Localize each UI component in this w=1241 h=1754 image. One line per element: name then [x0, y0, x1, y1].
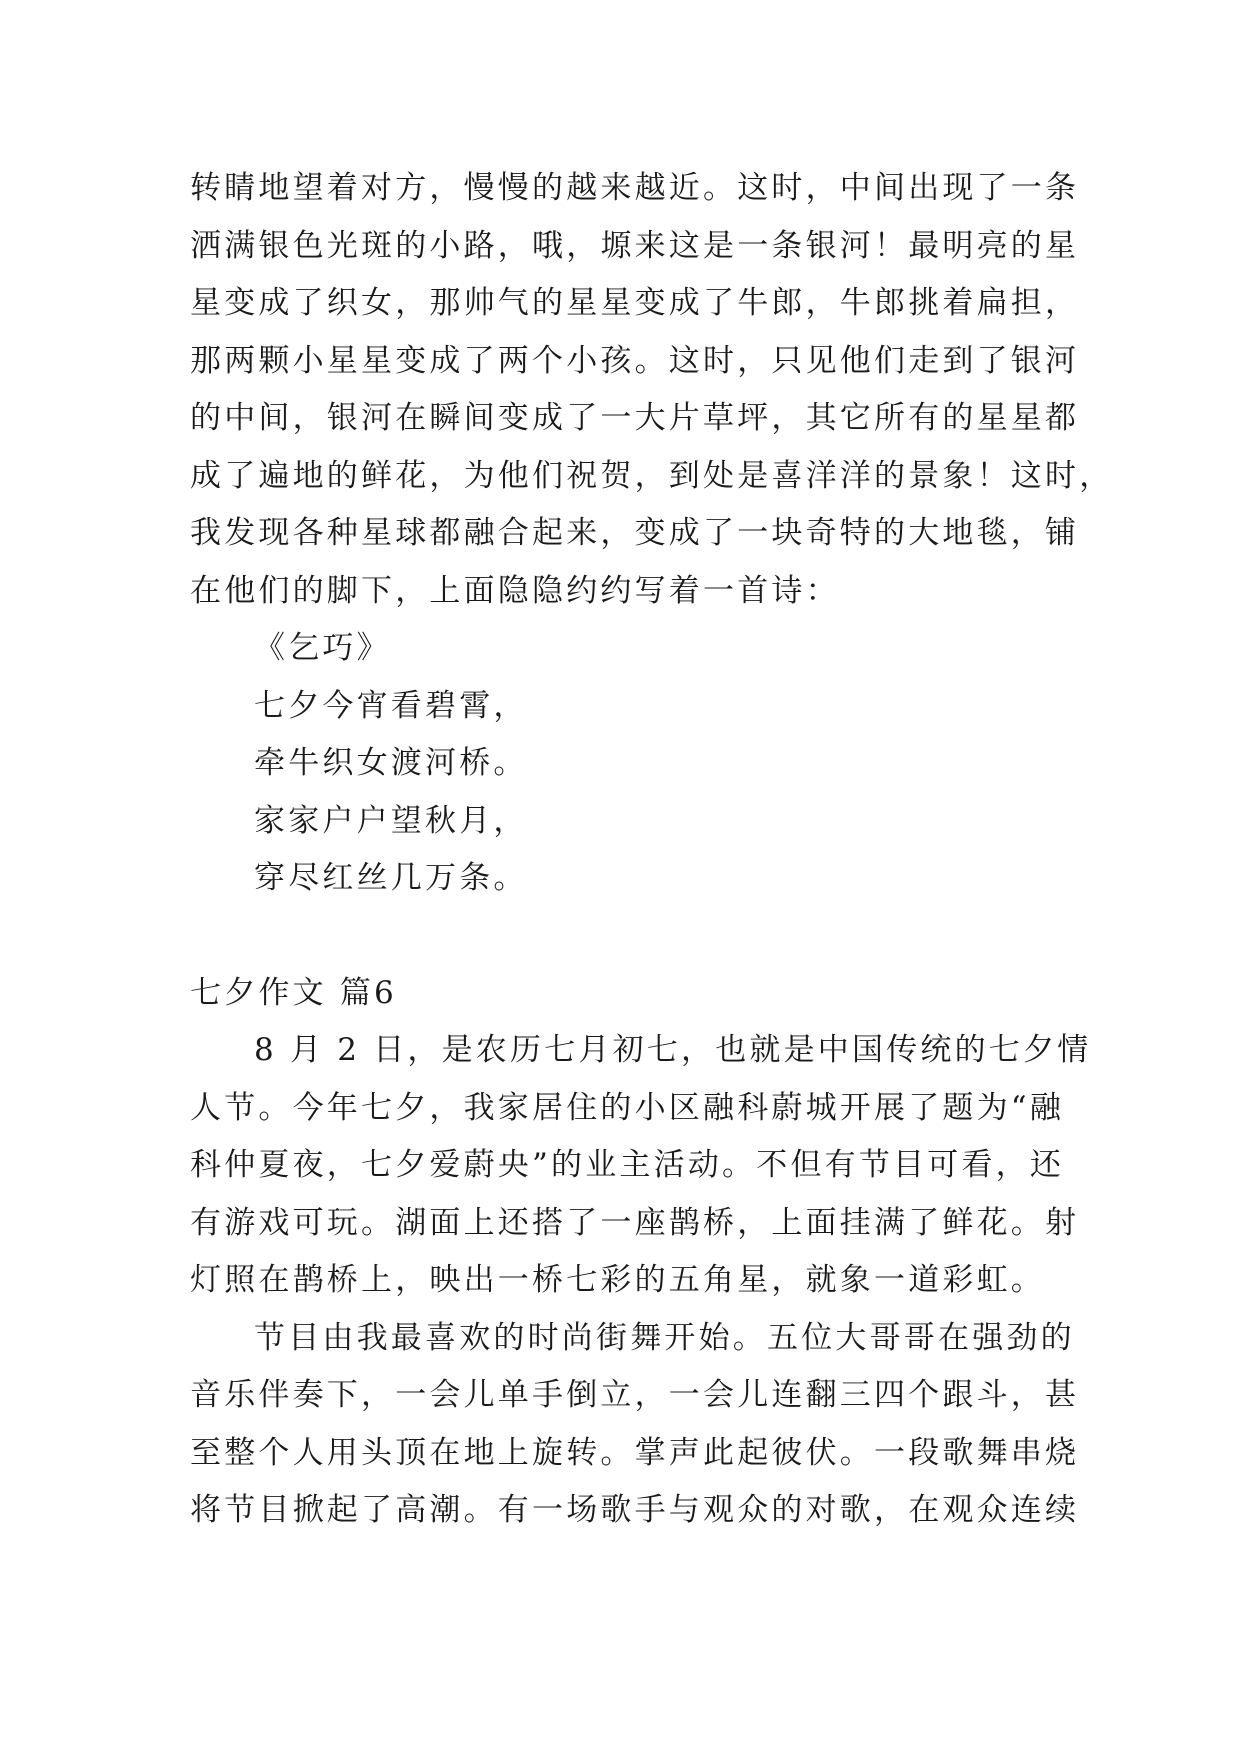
- text-line: 转睛地望着对方，慢慢的越来越近。这时，中间出现了一条: [190, 170, 1080, 206]
- poem-line: 牵牛织女渡河桥。: [254, 745, 528, 781]
- section-heading: 七夕作文 篇6: [190, 974, 397, 1011]
- story-passage: [190, 160, 1114, 620]
- text-line: 那两颗小星星变成了两个小孩。这时，只见他们走到了银河: [190, 342, 1080, 379]
- text-line: 节目由我最喜欢的时尚街舞开始。五位大哥哥在强劲的: [254, 1319, 1075, 1356]
- text-line: 至整个人用头顶在地上旋转。掌声此起彼伏。一段歌舞串烧: [190, 1434, 1080, 1471]
- text-line: 成了遍地的鲜花，为他们祝贺，到处是喜洋洋的景象！这时，: [190, 457, 1114, 494]
- text-line: 人节。今年七夕，我家居住的小区融科蔚城开展了题为“融: [190, 1089, 1065, 1126]
- text-line: 的中间，银河在瞬间变成了一大片草坪，其它所有的星星都: [190, 400, 1080, 436]
- poem-line: 穿尽红丝几万条。: [254, 860, 528, 896]
- text-line: 将节目掀起了高潮。有一场歌手与观众的对歌，在观众连续: [190, 1492, 1080, 1528]
- text-line: 洒满银色光斑的小路，哦，塬来这是一条银河！最明亮的星: [190, 227, 1080, 264]
- text-line: 星变成了织女，那帅气的星星变成了牛郎，牛郎挑着扁担，: [190, 285, 1080, 321]
- poem-line: 家家户户望秋月，: [254, 802, 528, 839]
- text-line: 音乐伴奏下，一会儿单手倒立，一会儿连翻三四个跟斗，甚: [190, 1377, 1080, 1413]
- poem-title: 《乞巧》: [254, 630, 391, 666]
- poem-line: 七夕今宵看碧霄，: [254, 687, 528, 724]
- text-line: 灯照在鹊桥上，映出一桥七彩的五角星，就象一道彩虹。: [190, 1262, 1045, 1298]
- document-body: [190, 160, 1114, 1540]
- paragraph-2: [190, 1310, 1080, 1540]
- text-line: 科仲夏夜，七夕爱蔚央”的业主活动。不但有节目可看，还: [190, 1147, 1065, 1183]
- text-line: 8 月 2 日，是农历七月初七，也就是中国传统的七夕情: [254, 1032, 1092, 1068]
- text-line: 有游戏可玩。湖面上还搭了一座鹊桥，上面挂满了鲜花。射: [190, 1204, 1080, 1241]
- section-spacer: [190, 908, 1070, 965]
- text-line: 在他们的脚下，上面隐隐约约写着一首诗：: [190, 572, 840, 609]
- poem-block: [190, 620, 1070, 908]
- text-line: 我发现各种星球都融合起来，变成了一块奇特的大地毯，铺: [190, 515, 1080, 551]
- paragraph-1: [190, 1022, 1092, 1310]
